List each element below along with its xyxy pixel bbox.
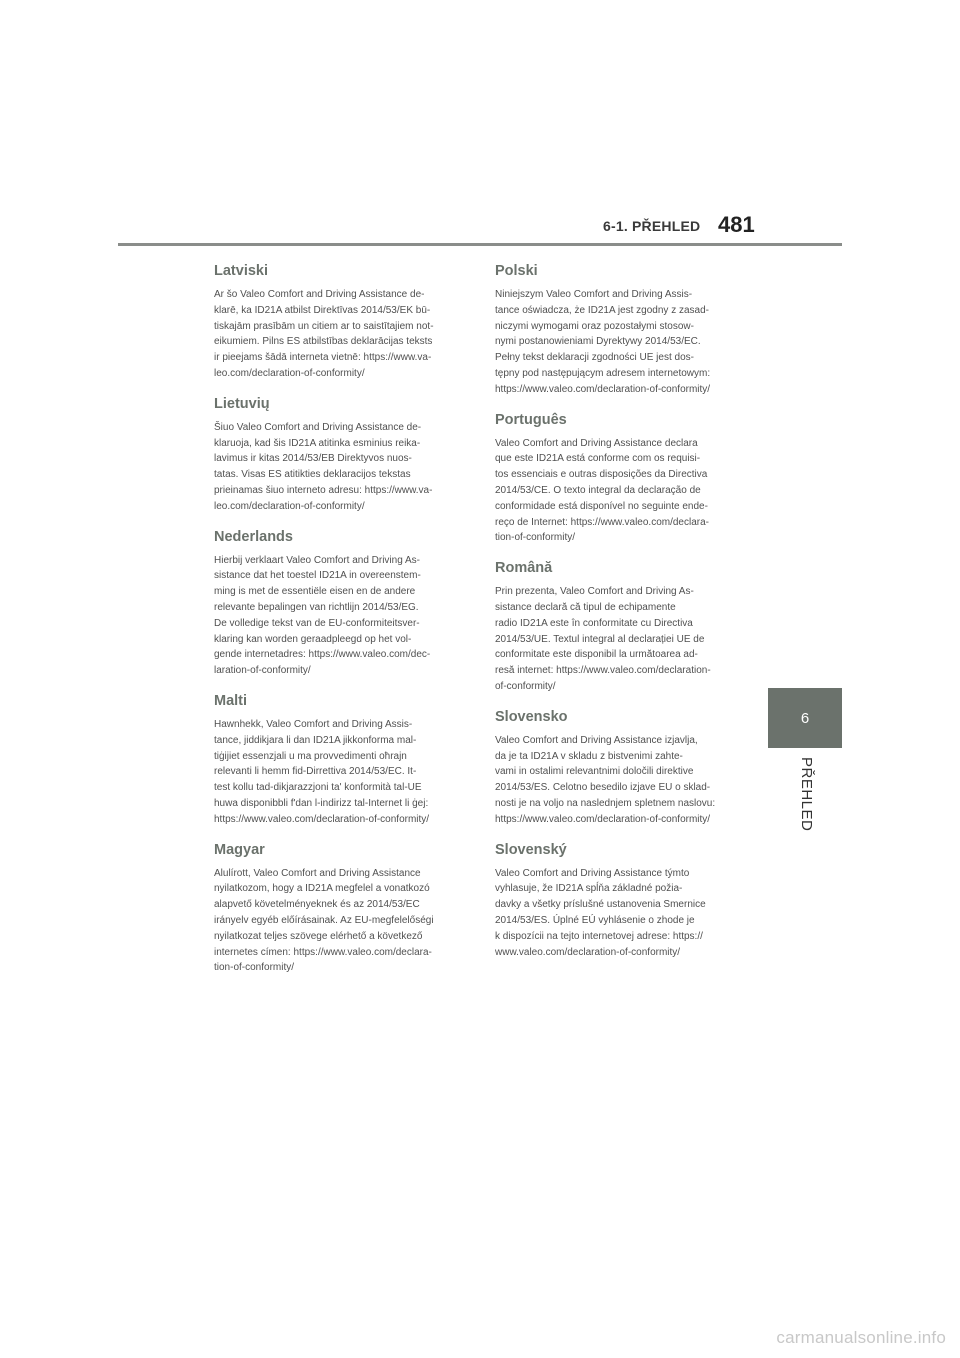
chapter-tab [768, 688, 842, 748]
language-body: Šiuo Valeo Comfort and Driving Assistance de- klaruoja, kad šis ID21A atitinka esminius reika- lavimus ir kitas 2014/53/EB Direktyvos nuos- tatas. Visas ES atitikties deklaracijos tekstas prieinamas šiuo interneto adresu: https://www.va- leo.com/declaration-of-conformity/ [214, 421, 433, 512]
language-block-romana [495, 559, 751, 695]
language-block-slovensko [495, 708, 751, 828]
header-rule [118, 243, 842, 246]
language-heading: Lietuvių [214, 395, 270, 412]
language-body: Ar šo Valeo Comfort and Driving Assistance de- klarē, ka ID21A atbilst Direktīvas 2014/53/EK bū- tiskajām prasībām un citiem ar to saistītajiem not- eikumiem. Pilns ES atbilstības deklarācijas teksts ir pieejams šādā interneta vietnē: https://www.va- leo.com/declaration-of-conformity/ [214, 289, 434, 379]
left-column [214, 262, 470, 989]
language-heading: Magyar [214, 841, 265, 858]
language-body: Hawnhekk, Valeo Comfort and Driving Assis- tance, jiddikjara li dan ID21A jikkonforma mal- tiġijiet essenzjali u ma provvedimenti oħrajn relevanti li hemm fid-Dirrettiva 2014/53/EC. It- test kollu tad-dikjarazzjoni ta' konformità tal-UE huwa disponibbli f'dan l-indirizz tal-Internet li ġej: https://www.valeo.com/declaration-of-conformity/ [214, 718, 430, 825]
language-heading: Română [495, 560, 553, 577]
language-block-nederlands [214, 528, 470, 679]
language-body: Valeo Comfort and Driving Assistance izjavlja, da je ta ID21A v skladu z bistvenimi zahte- vami in ostalimi relevantnimi določili direktive 2014/53/ES. Celotno besedilo izjave EU o sklad- nosti je na voljo na naslednjem spletnem naslovu: https://www.valeo.com/declaration-of-conformity/ [495, 734, 716, 825]
language-block-malti [214, 692, 470, 828]
language-body: Valeo Comfort and Driving Assistance týmto vyhlasuje, že ID21A spĺňa základné požia- davky a všetky príslušné ustanovenia Smernice 2014/53/ES. Úplné EÚ vyhlásenie o zhode je k dispozícii na tejto internetovej adrese: https:// www.valeo.com/declaration-of-conformity/ [495, 867, 706, 958]
language-block-slovensky [495, 841, 751, 961]
page-number: 481 [718, 212, 755, 237]
chapter-tab-label: PŘEHLED [798, 757, 815, 832]
language-heading: Polski [495, 263, 538, 279]
language-heading: Português [495, 411, 567, 428]
language-block-portugues [495, 411, 751, 547]
chapter-tab-number: 6 [800, 710, 810, 727]
language-heading: Latviski [214, 263, 268, 279]
section-title: 6-1. PŘEHLED [603, 218, 701, 234]
language-body: Niniejszym Valeo Comfort and Driving Assis- tance oświadcza, że ID21A jest zgodny z zasad- niczymi wymogami oraz pozostałymi stosow- nymi postanowieniami Dyrektywy 2014/53/EC. Pełny tekst deklaracji zgodności UE jest dos- tępny pod następującym adresem internetowym: https://www.valeo.com/declaration-of-conformity/ [495, 289, 711, 395]
watermark: carmanualsonline.info [776, 1328, 946, 1347]
language-block-polski [495, 262, 751, 398]
right-column [495, 262, 751, 973]
language-body: Valeo Comfort and Driving Assistance declara que este ID21A está conforme com os requisi- tos essenciais e outras disposições da Directiva 2014/53/CE. O texto integral da declaração de conformidade está disponível no seguinte ende- reço de Internet: https://www.valeo.com/declara- tion-of-conformity/ [495, 437, 709, 544]
language-block-magyar [214, 841, 470, 977]
language-heading: Slovensko [495, 708, 568, 725]
language-block-lietuviu [214, 395, 470, 515]
language-heading: Nederlands [214, 528, 293, 545]
language-body: Prin prezenta, Valeo Comfort and Driving As- sistance declară că tipul de echipamente radio ID21A este în conformitate cu Directiva 2014/53/UE. Textul integral al declarației UE de conformitate este disponibil la următoarea ad- resă internet: https://www.valeo.com/declaration- of-conformity/ [495, 586, 711, 692]
language-heading: Slovenský [495, 841, 567, 858]
language-block-latviski [214, 262, 470, 382]
language-body: Hierbij verklaart Valeo Comfort and Driving As- sistance dat het toestel ID21A in overeenstem- ming is met de essentiële eisen en de andere relevante bepalingen van richtlijn 2014/53/EG. De volledige tekst van de EU-conformiteitsver- klaring kan worden geraadpleegd op het vol- gende internetadres: https://www.valeo.com/dec- laration-of-conformity/ [214, 554, 431, 677]
language-body: Alulírott, Valeo Comfort and Driving Assistance nyilatkozom, hogy a ID21A megfelel a vonatkozó alapvető követelményeknek és az 2014/53/EC irányelv egyéb előírásainak. Az EU-megfelelőségi nyilatkozat teljes szövege elérhető a következő internetes címen: https://www.valeo.com/declara- tion-of-conformity/ [214, 867, 434, 974]
language-heading: Malti [214, 692, 248, 709]
